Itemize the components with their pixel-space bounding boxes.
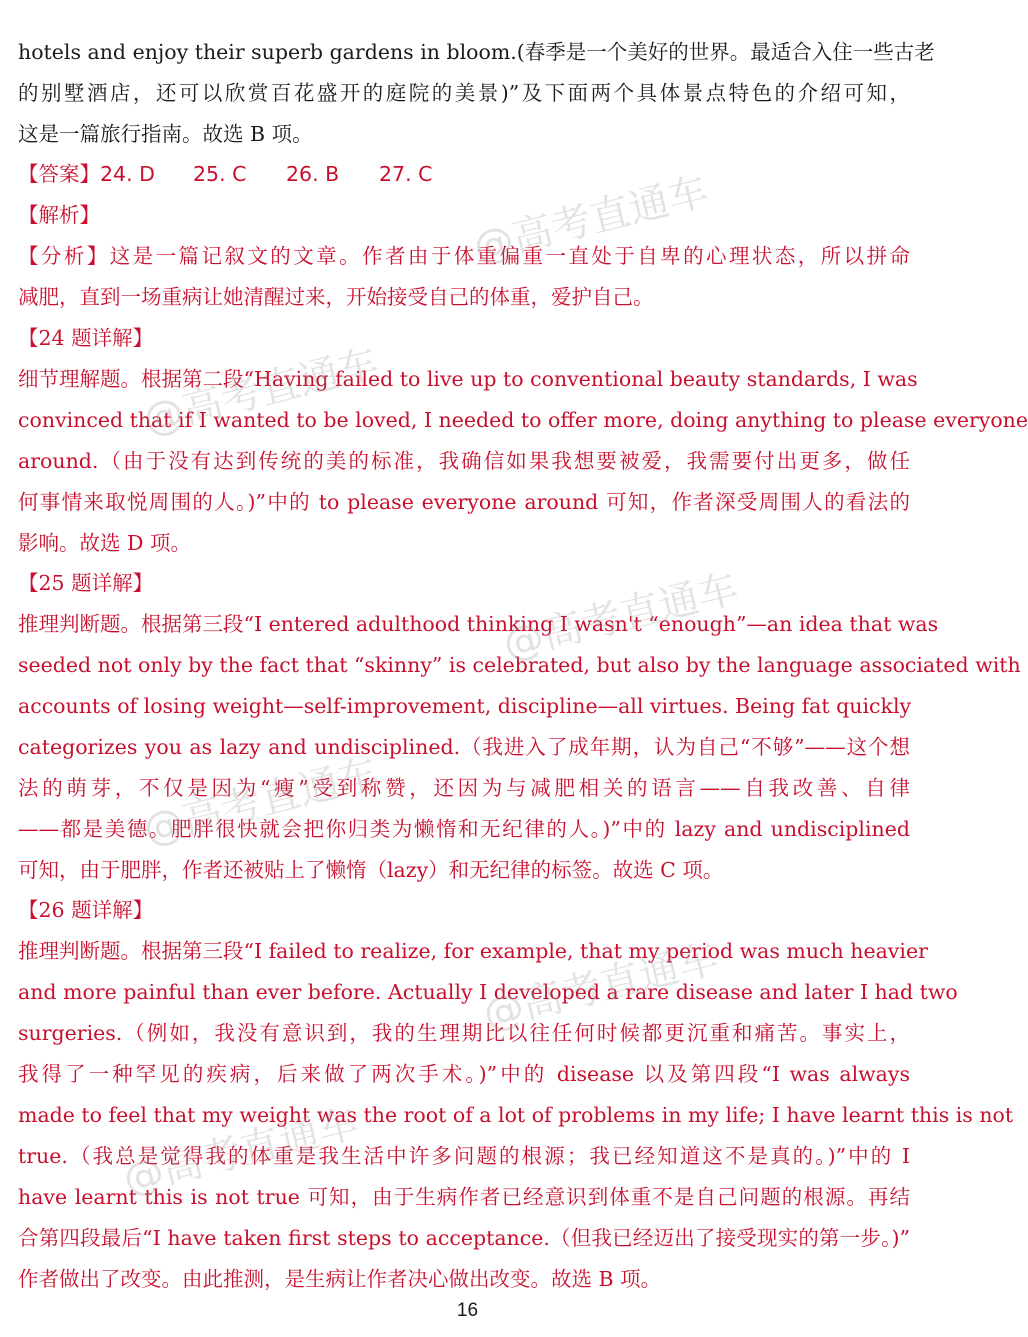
section-heading-24: 【24 题详解】 xyxy=(18,326,154,350)
watermark: @高考直通车 xyxy=(478,935,723,1039)
text-line: 细节理解题。根据第二段“Having failed to live up to conventional beauty standards, I was xyxy=(18,367,918,391)
text-line: 可知，由于肥胖，作者还被贴上了懒惰（lazy）和无纪律的标签。故选 C 项。 xyxy=(18,858,724,882)
answer-item: 26. B xyxy=(286,162,340,186)
text-line: and more painful than ever before. Actually I developed a rare disease and later I had two xyxy=(18,980,958,1004)
text-line: surgeries.（例如，我没有意识到，我的生理期比以往任何时候都更沉重和痛苦。事实上， xyxy=(18,1021,910,1045)
text-line: hotels and enjoy their superb gardens in bloom.(春季是一个美好的世界。最适合入住一些古老 xyxy=(18,40,935,64)
answer-item: 27. C xyxy=(379,162,433,186)
text-line: seeded not only by the fact that “skinny” is celebrated, but also by the language associated with xyxy=(18,653,1021,677)
page-number: 16 xyxy=(456,1300,479,1321)
text-line: 我得了一种罕见的疾病，后来做了两次手术。)”中的 disease 以及第四段“I was always xyxy=(18,1062,910,1086)
section-heading-26: 【26 题详解】 xyxy=(18,898,154,922)
answer-item: 24. D xyxy=(100,162,155,186)
watermark: @高考直通车 xyxy=(138,340,383,444)
text-line: 合第四段最后“I have taken first steps to acceptance.（但我已经迈出了接受现实的第一步。)” xyxy=(18,1226,910,1250)
text-line: 法的萌芽，不仅是因为“瘦”受到称赞，还因为与减肥相关的语言——自我改善、自律 xyxy=(18,776,910,800)
text-line: 影响。故选 D 项。 xyxy=(18,531,191,555)
section-heading-25: 【25 题详解】 xyxy=(18,571,154,595)
text-line: true.（我总是觉得我的体重是我生活中许多问题的根源；我已经知道这不是真的。)”中的 I xyxy=(18,1144,910,1168)
answer-label: 【答案】 xyxy=(18,162,100,186)
watermark: @高考直通车 xyxy=(138,750,383,854)
watermark: @高考直通车 xyxy=(118,1100,363,1204)
text-line: around.（由于没有达到传统的美的标准，我确信如果我想要被爱，我需要付出更多，做任 xyxy=(18,449,910,473)
text-line: ——都是美德。肥胖很快就会把你归类为懒惰和无纪律的人。)”中的 lazy and undisciplined xyxy=(18,817,910,841)
answer-line xyxy=(18,154,910,194)
text-line: categorizes you as lazy and undisciplined.（我进入了成年期，认为自己“不够”——这个想 xyxy=(18,735,910,759)
text-line: 【分析】这是一篇记叙文的文章。作者由于体重偏重一直处于自卑的心理状态，所以拼命 xyxy=(18,244,910,268)
text-line: 这是一篇旅行指南。故选 B 项。 xyxy=(18,122,313,146)
text-line: 推理判断题。根据第三段“I entered adulthood thinking I wasn't “enough”—an idea that was xyxy=(18,612,939,636)
text-line: 推理判断题。根据第三段“I failed to realize, for example, that my period was much heavier xyxy=(18,939,928,963)
text-line: convinced that if I wanted to be loved, I needed to offer more, doing anything to please everyone xyxy=(18,408,1028,432)
watermark: @高考直通车 xyxy=(498,565,743,669)
text-line: accounts of losing weight—self-improvement, discipline—all virtues. Being fat quickly xyxy=(18,694,912,718)
text-line: 减肥，直到一场重病让她清醒过来，开始接受自己的体重，爱护自己。 xyxy=(18,285,654,309)
text-line: have learnt this is not true 可知，由于生病作者已经意识到体重不是自己问题的根源。再结 xyxy=(18,1185,910,1209)
text-line: 的别墅酒店，还可以欣赏百花盛开的庭院的美景)”及下面两个具体景点特色的介绍可知， xyxy=(18,81,910,105)
text-line: 作者做出了改变。由此推测，是生病让作者决心做出改变。故选 B 项。 xyxy=(18,1267,662,1291)
analysis-heading: 【解析】 xyxy=(18,203,100,227)
text-line: 何事情来取悦周围的人。)”中的 to please everyone around 可知，作者深受周围人的看法的 xyxy=(18,490,910,514)
text-line: made to feel that my weight was the root of a lot of problems in my life; I have learnt this is not xyxy=(18,1103,1014,1127)
watermark: @高考直通车 xyxy=(468,168,713,272)
answer-item: 25. C xyxy=(193,162,247,186)
